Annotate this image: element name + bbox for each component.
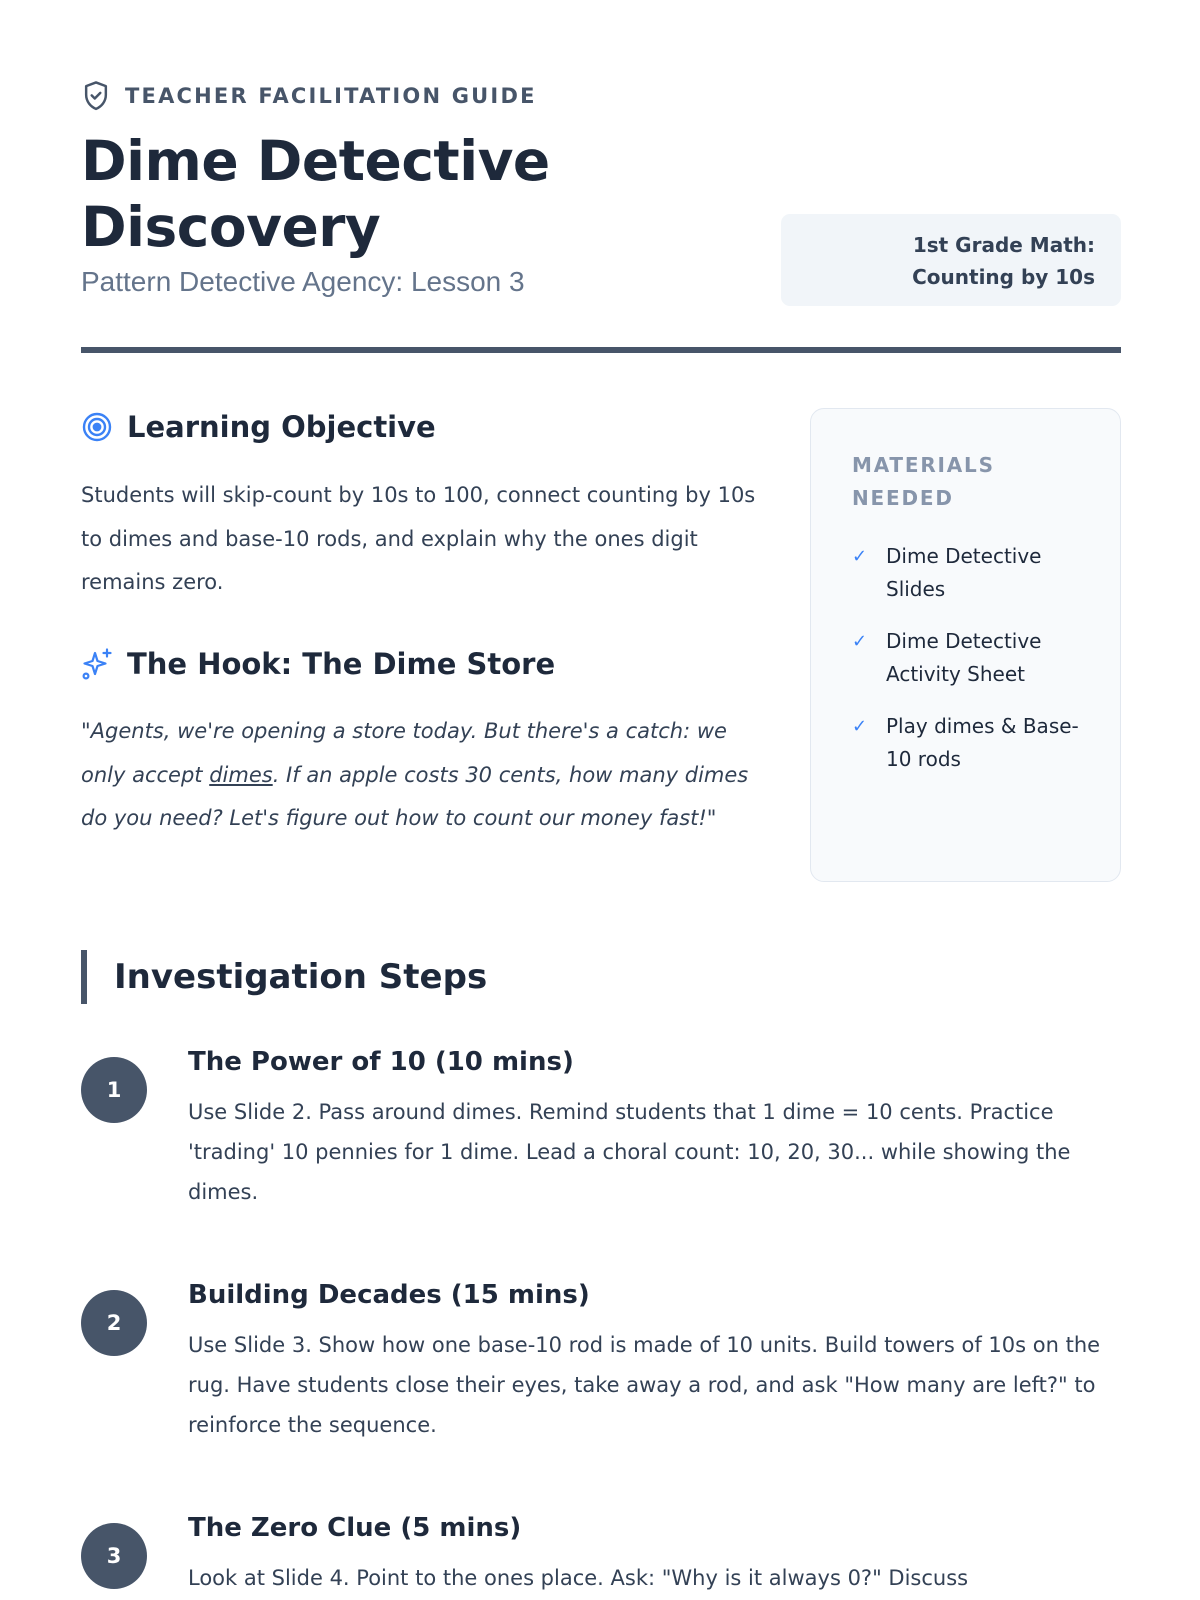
hook-heading-label: The Hook: The Dime Store: [127, 647, 556, 681]
eyebrow: [81, 80, 537, 112]
materials-heading: MATERIALS NEEDED: [852, 453, 995, 510]
materials-item: [852, 540, 1090, 606]
step-description: Look at Slide 4. Point to the ones place. Ask: "Why is it always 0?" Discuss: [188, 1566, 969, 1590]
materials-item: [852, 710, 1090, 776]
objective-text: Students will skip-count by 10s to 100, connect counting by 10s to dimes and base-10 rods, and explain why the ones digit remains zero.: [81, 483, 756, 594]
hook-quote-end: . If an apple costs 30 cents, how many dimes do you need? Let's figure out how to count our money fast!": [81, 762, 749, 830]
page-subtitle: Pattern Detective Agency: Lesson 3: [81, 266, 525, 297]
steps-heading: [81, 950, 487, 1004]
objective-heading: [81, 410, 436, 444]
shield-check-icon: [81, 80, 111, 112]
target-icon: [81, 411, 113, 443]
hook-quote-emphasis: dimes: [209, 762, 273, 787]
eyebrow-label: TEACHER FACILITATION GUIDE: [125, 84, 537, 108]
step-title: The Power of 10 (10 mins): [188, 1047, 574, 1077]
materials-item: [852, 625, 1090, 691]
check-icon: ✓: [852, 631, 868, 652]
check-icon: ✓: [852, 546, 868, 567]
step-number-badge: 1: [81, 1057, 147, 1123]
header-divider: [81, 347, 1121, 353]
materials-card: [810, 408, 1121, 882]
materials-item-label: Dime Detective Activity Sheet: [886, 629, 1042, 686]
step-description: Use Slide 2. Pass around dimes. Remind students that 1 dime = 10 cents. Practice 'trading' 10 pennies for 1 dime. Lead a choral count: 10, 20, 30... while showing the dimes.: [188, 1100, 1071, 1204]
materials-item-label: Dime Detective Slides: [886, 544, 1042, 601]
hook-quote-start: "Agents, we're opening a store today. But there's a catch: we only accept: [81, 719, 727, 787]
hook-heading: [81, 647, 555, 681]
step-number-badge: 2: [81, 1290, 147, 1356]
steps-heading-label: Investigation Steps: [114, 957, 488, 997]
step-description: Use Slide 3. Show how one base-10 rod is made of 10 units. Build towers of 10s on the rug. Have students close their eyes, take away a rod, and ask "How many are left?" to reinforce the sequence.: [188, 1333, 1101, 1437]
step-title: The Zero Clue (5 mins): [188, 1513, 522, 1543]
step-title: Building Decades (15 mins): [188, 1280, 590, 1310]
hook-quote: [81, 710, 761, 841]
page-title: Dime Detective Discovery: [81, 129, 550, 259]
materials-item-label: Play dimes & Base-10 rods: [886, 714, 1079, 771]
grade-badge: 1st Grade Math: Counting by 10s: [781, 214, 1121, 306]
facilitation-guide-page: [81, 0, 1121, 1600]
check-icon: ✓: [852, 716, 868, 737]
materials-list: [852, 540, 1090, 776]
sparkles-icon: [81, 647, 113, 681]
objective-heading-label: Learning Objective: [127, 410, 436, 444]
step-number-badge: 3: [81, 1523, 147, 1589]
